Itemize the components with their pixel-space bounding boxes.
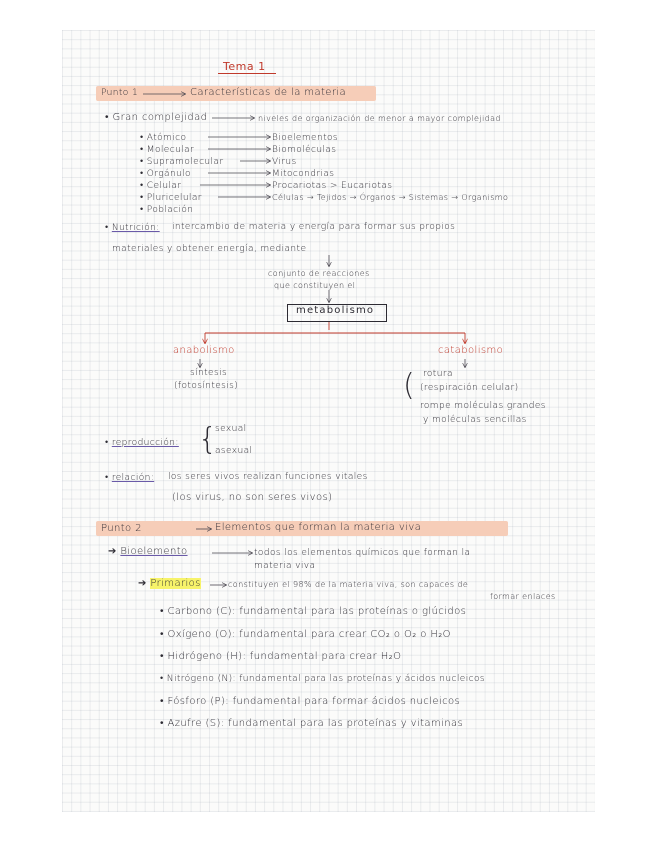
rompe-line2: y moléculas sencillas	[423, 415, 527, 425]
element-azufre: • Azufre (S): fundamental para las proteínas y vitaminas	[160, 718, 464, 729]
conjunto-line2: que constituyen el	[274, 281, 356, 290]
element-carbono: • Carbono (C): fundamental para las proteínas o glúcidos	[160, 606, 467, 617]
sexual-label: sexual	[215, 424, 247, 434]
level-pluricelular: • Pluricelular	[140, 193, 202, 203]
primarios-desc2: formar enlaces	[490, 592, 556, 601]
element-hidrogeno: • Hidrógeno (H): fundamental para crear H₂O	[160, 651, 402, 662]
fotosintesis-label: (fotosíntesis)	[174, 381, 239, 391]
relacion-note: (los virus, no son seres vivos)	[172, 492, 333, 503]
example-virus: Virus	[272, 157, 297, 167]
gran-complejidad: • Gran complejidad	[105, 112, 208, 123]
nutricion-text: intercambio de materia y energía para formar sus propios	[172, 222, 456, 232]
anabolismo-label: anabolismo	[173, 345, 235, 356]
bioelemento-desc1: todos los elementos químicos que forman la	[254, 548, 471, 558]
rotura-label: rotura	[423, 369, 453, 379]
nutricion-word: Nutrición:	[111, 223, 160, 233]
example-bioelementos: Bioelementos	[272, 133, 339, 143]
punto1-heading: Características de la materia	[190, 87, 347, 98]
respiracion-label: (respiración celular)	[420, 383, 519, 393]
primarios-label: ➔ Primarios	[138, 578, 201, 589]
reproduccion-brace: {	[198, 422, 218, 457]
nutricion-text2: materiales y obtener energía, mediante	[112, 244, 307, 254]
metabolismo-label: metabolismo	[296, 305, 375, 316]
gran-complejidad-desc: niveles de organización de menor a mayor complejidad	[258, 114, 501, 123]
level-organulo: • Orgánulo	[140, 169, 191, 179]
level-molecular: • Molecular	[140, 145, 195, 155]
punto2-heading: Elementos que forman la materia viva	[215, 522, 422, 533]
level-atomico: • Atómico	[140, 133, 187, 143]
level-supramolecular: • Supramolecular	[140, 157, 224, 167]
bioelemento-desc2: materia viva	[254, 561, 316, 571]
primarios-word: Primarios	[150, 578, 201, 589]
element-nitrogeno: • Nitrógeno (N): fundamental para las proteínas y ácidos nucleicos	[160, 674, 485, 684]
rompe-line1: rompe moléculas grandes	[420, 401, 546, 411]
element-oxigeno: • Oxígeno (O): fundamental para crear CO₂ o O₂ o H₂O	[160, 629, 451, 640]
example-celulas: Células → Tejidos → Órganos → Sistemas → Organismo	[272, 193, 509, 202]
punto1-label: Punto 1	[101, 88, 139, 98]
sintesis-label: síntesis	[190, 368, 228, 378]
nutricion-label: • Nutrición:	[105, 223, 160, 233]
example-mitocondrias: Mitocondrias	[272, 169, 335, 179]
asexual-label: asexual	[215, 446, 253, 456]
level-poblacion: • Población	[140, 205, 194, 215]
reproduccion-label: • reproducción:	[105, 438, 179, 448]
example-biomoleculas: Biomoléculas	[272, 145, 337, 155]
conjunto-line1: conjunto de reacciones	[268, 269, 370, 278]
bioelemento-label: ➔ Bioelemento	[108, 546, 188, 557]
relacion-word: relación:	[111, 473, 155, 483]
catabolismo-brace: (	[403, 368, 415, 403]
bioelemento-word: Bioelemento	[120, 546, 188, 557]
level-celular: • Celular	[140, 181, 182, 191]
catabolismo-label: catabolismo	[438, 345, 504, 356]
punto2-label: Punto 2	[101, 523, 142, 534]
reproduccion-word: reproducción:	[111, 438, 179, 448]
element-fosforo: • Fósforo (P): fundamental para formar ácidos nucleicos	[160, 696, 461, 707]
primarios-desc: constituyen el 98% de la materia viva, son capaces de	[228, 580, 469, 589]
relacion-label: • relación:	[105, 473, 155, 483]
relacion-text: los seres vivos realizan funciones vitales	[168, 472, 368, 482]
page-title: Tema 1	[223, 60, 266, 73]
example-procariotas: Procariotas > Eucariotas	[272, 181, 393, 191]
